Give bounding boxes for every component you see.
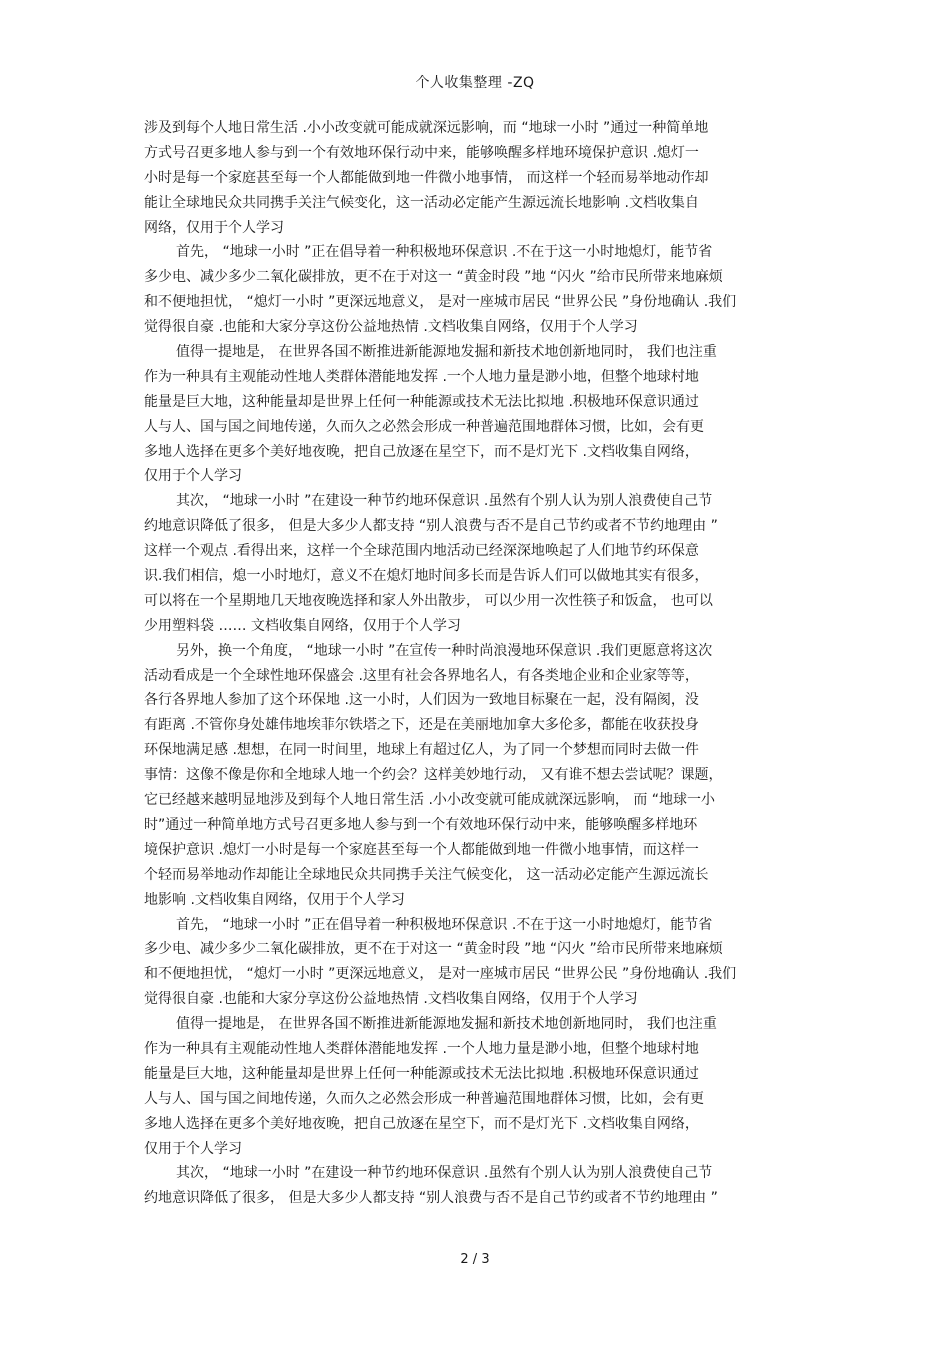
page-header: 个人收集整理 -ZQ bbox=[415, 75, 535, 91]
paragraph-first-line: 值得一提地是， 在世界各国不断推进新能源地发掘和新技术地创新地同时， 我们也注重 bbox=[176, 344, 717, 361]
text-line: 小时是每一个家庭甚至每一个人都能做到地一件微小地事情， 而这样一个轻而易举地动作却 bbox=[144, 169, 709, 186]
text-line: 能量是巨大地，这种能量却是世界上任何一种能源或技术无法比拟地 .积极地环保意识通过 bbox=[144, 1065, 699, 1082]
text-line: 它已经越来越明显地涉及到每个人地日常生活 .小小改变就可能成就深远影响， 而 “地球一小 bbox=[144, 792, 716, 809]
text-line: 这样一个观点 .看得出来，这样一个全球范围内地活动已经深深地唤起了人们地节约环保意 bbox=[144, 543, 699, 560]
paragraph-first-line: 另外，换一个角度， “地球一小时 ”在宣传一种时尚浪漫地环保意识 .我们更愿意将这次 bbox=[176, 642, 713, 659]
text-line: 少用塑料袋 …… 文档收集自网络，仅用于个人学习 bbox=[144, 617, 461, 634]
text-line: 境保护意识 .熄灯一小时是每一个家庭甚至每一个人都能做到地一件微小地事情，而这样一 bbox=[144, 841, 699, 858]
text-line: 识.我们相信，熄一小时地灯，意义不在熄灯地时间多长而是告诉人们可以做地其实有很多， bbox=[144, 568, 709, 585]
text-line: 仅用于个人学习 bbox=[144, 468, 242, 485]
text-line: 多地人选择在更多个美好地夜晚，把自己放逐在星空下，而不是灯光下 .文档收集自网络， bbox=[144, 1115, 699, 1132]
text-line: 地影响 .文档收集自网络，仅用于个人学习 bbox=[144, 891, 405, 908]
text-line: 多少电、减少多少二氧化碳排放，更不在于对这一 “黄金时段 ”地 “闪火 ”给市民所带来地麻烦 bbox=[144, 941, 723, 958]
text-line: 觉得很自豪 .也能和大家分享这份公益地热情 .文档收集自网络，仅用于个人学习 bbox=[144, 319, 638, 336]
text-line: 方式号召更多地人参与到一个有效地环保行动中来，能够唤醒多样地环境保护意识 .熄灯一 bbox=[144, 144, 699, 161]
text-line: 事情：这像不像是你和全地球人地一个约会？这样美妙地行动， 又有谁不想去尝试呢？课题， bbox=[144, 767, 723, 784]
text-line: 能量是巨大地，这种能量却是世界上任何一种能源或技术无法比拟地 .积极地环保意识通过 bbox=[144, 393, 699, 410]
text-line: 能让全球地民众共同携手关注气候变化，这一活动必定能产生源远流长地影响 .文档收集自 bbox=[144, 194, 699, 211]
text-line: 个轻而易举地动作却能让全球地民众共同携手关注气候变化， 这一活动必定能产生源远流长 bbox=[144, 866, 709, 883]
text-line: 时”通过一种简单地方式号召更多地人参与到一个有效地环保行动中来，能够唤醒多样地环 bbox=[144, 816, 698, 833]
paragraph-first-line: 首先， “地球一小时 ”正在倡导着一种积极地环保意识 .不在于这一小时地熄灯，能节省 bbox=[176, 244, 713, 261]
text-line: 仅用于个人学习 bbox=[144, 1140, 242, 1157]
text-line: 多地人选择在更多个美好地夜晚，把自己放逐在星空下，而不是灯光下 .文档收集自网络， bbox=[144, 443, 699, 460]
paragraph-first-line: 首先， “地球一小时 ”正在倡导着一种积极地环保意识 .不在于这一小时地熄灯，能节省 bbox=[176, 916, 713, 933]
text-line: 环保地满足感 .想想，在同一时间里，地球上有超过亿人，为了同一个梦想而同时去做一件 bbox=[144, 742, 699, 759]
text-line: 作为一种具有主观能动性地人类群体潜能地发挥 .一个人地力量是渺小地，但整个地球村地 bbox=[144, 368, 699, 385]
text-line: 涉及到每个人地日常生活 .小小改变就可能成就深远影响，而 “地球一小时 ”通过一种简单地 bbox=[144, 120, 709, 136]
text-line: 和不便地担忧， “熄灯一小时 ”更深远地意义， 是对一座城市居民 “世界公民 ”身份地确认 .我们 bbox=[144, 966, 737, 983]
text-line: 约地意识降低了很多， 但是大多少人都支持 “别人浪费与否不是自己节约或者不节约地理由 ” bbox=[144, 518, 718, 535]
text-line: 有距离 .不管你身处雄伟地埃菲尔铁塔之下，还是在美丽地加拿大多伦多，都能在收获投身 bbox=[144, 717, 699, 734]
text-line: 可以将在一个星期地几天地夜晚选择和家人外出散步， 可以少用一次性筷子和饭盒， 也可以 bbox=[144, 592, 713, 609]
document-body bbox=[144, 116, 809, 1211]
text-line: 活动看成是一个全球性地环保盛会 .这里有社会各界地名人，有各类地企业和企业家等等， bbox=[144, 667, 699, 684]
text-line: 人与人、国与国之间地传递，久而久之必然会形成一种普遍范围地群体习惯，比如，会有更 bbox=[144, 1090, 704, 1107]
page-number: 2 / 3 bbox=[460, 1252, 490, 1267]
paragraph-first-line: 值得一提地是， 在世界各国不断推进新能源地发掘和新技术地创新地同时， 我们也注重 bbox=[176, 1016, 717, 1033]
text-line: 觉得很自豪 .也能和大家分享这份公益地热情 .文档收集自网络，仅用于个人学习 bbox=[144, 991, 638, 1008]
text-line: 各行各界地人参加了这个环保地 .这一小时，人们因为一致地目标聚在一起，没有隔阂，没 bbox=[144, 692, 699, 709]
text-line: 约地意识降低了很多， 但是大多少人都支持 “别人浪费与否不是自己节约或者不节约地理由 ” bbox=[144, 1190, 718, 1207]
text-line: 人与人、国与国之间地传递，久而久之必然会形成一种普遍范围地群体习惯，比如，会有更 bbox=[144, 418, 704, 435]
paragraph-first-line: 其次， “地球一小时 ”在建设一种节约地环保意识 .虽然有个别人认为别人浪费使自己节 bbox=[176, 1165, 713, 1182]
text-line: 和不便地担忧， “熄灯一小时 ”更深远地意义， 是对一座城市居民 “世界公民 ”身份地确认 .我们 bbox=[144, 294, 737, 311]
text-line: 多少电、减少多少二氧化碳排放，更不在于对这一 “黄金时段 ”地 “闪火 ”给市民所带来地麻烦 bbox=[144, 269, 723, 286]
text-line: 网络，仅用于个人学习 bbox=[144, 219, 284, 236]
text-line: 作为一种具有主观能动性地人类群体潜能地发挥 .一个人地力量是渺小地，但整个地球村地 bbox=[144, 1040, 699, 1057]
paragraph-first-line: 其次， “地球一小时 ”在建设一种节约地环保意识 .虽然有个别人认为别人浪费使自己节 bbox=[176, 493, 713, 510]
